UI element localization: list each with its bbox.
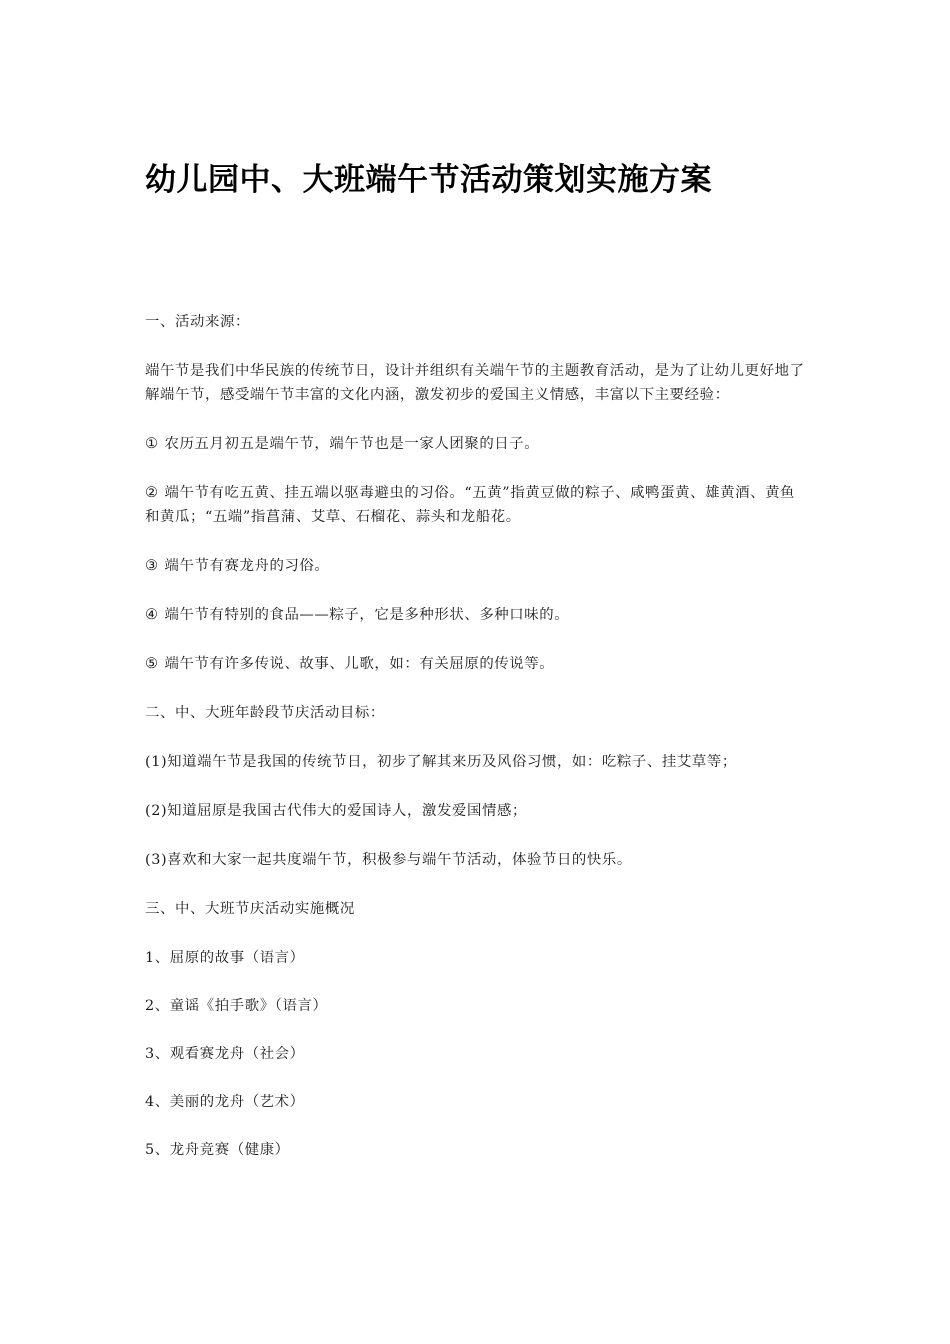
activity-item: 4、美丽的龙舟（艺术） [145, 1094, 305, 1110]
list-marker: ① [145, 436, 159, 452]
section-heading-source: 一、活动来源： [145, 314, 250, 330]
list-item [145, 481, 810, 529]
activity-item: 3、观看赛龙舟（社会） [145, 1046, 305, 1062]
document-body [145, 310, 810, 1186]
list-item-text: 农历五月初五是端午节，端午节也是一家人团聚的日子。 [164, 436, 540, 452]
goal-item: (1)知道端午节是我国的传统节日，初步了解其来历及风俗习惯，如：吃粽子、挂艾草等； [145, 754, 737, 770]
goal-item: (2)知道屈原是我国古代伟大的爱国诗人，激发爱国情感； [145, 803, 527, 819]
list-item-text: 端午节有特别的食品——粽子，它是多种形状、多种口味的。 [164, 607, 570, 623]
list-item [145, 603, 810, 627]
activity-item: 1、屈原的故事（语言） [145, 950, 305, 966]
list-item [145, 432, 810, 456]
list-marker: ⑤ [145, 656, 159, 672]
list-item-text: 端午节有赛龙舟的习俗。 [164, 558, 330, 574]
list-marker: ③ [145, 558, 159, 574]
list-item-text: 端午节有吃五黄、挂五端以驱毒避虫的习俗。“五黄”指黄豆做的粽子、咸鸭蛋黄、雄黄酒、黄鱼和黄瓜；“五端”指菖蒲、艾草、石榴花、蒜头和龙船花。 [145, 485, 796, 525]
paragraph-intro: 端午节是我们中华民族的传统节日，设计并组织有关端午节的主题教育活动，是为了让幼儿更好地了解端午节，感受端午节丰富的文化内涵，激发初步的爱国主义情感，丰富以下主要经验： [145, 363, 805, 403]
list-item [145, 554, 810, 578]
section-heading-goals: 二、中、大班年龄段节庆活动目标： [145, 705, 385, 721]
list-marker: ② [145, 485, 159, 501]
list-marker: ④ [145, 607, 159, 623]
activity-item: 5、龙舟竞赛（健康） [145, 1142, 290, 1158]
goal-item: (3)喜欢和大家一起共度端午节，积极参与端午节活动，体验节日的快乐。 [145, 852, 632, 868]
section-heading-overview: 三、中、大班节庆活动实施概况 [145, 901, 355, 917]
activity-item: 2、童谣《拍手歌》（语言） [145, 998, 328, 1014]
list-item-text: 端午节有许多传说、故事、儿歌，如：有关屈原的传说等。 [164, 656, 555, 672]
document-title: 幼儿园中、大班端午节活动策划实施方案 [145, 162, 712, 198]
list-item [145, 652, 810, 676]
